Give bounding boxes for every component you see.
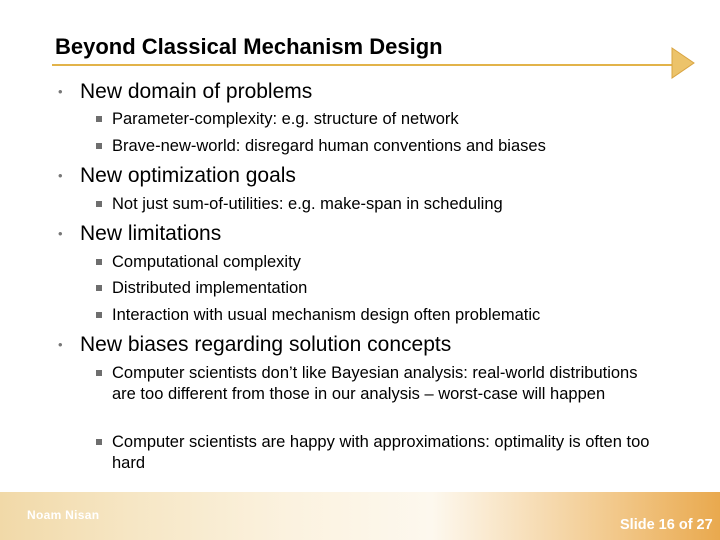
square-bullet-icon [96, 201, 102, 207]
sub-bullet-text: Not just sum-of-utilities: e.g. make-span in scheduling [112, 195, 503, 213]
square-bullet-icon [96, 259, 102, 265]
sub-bullet-text: Brave-new-world: disregard human conventions and biases [112, 137, 546, 155]
title-underline [52, 64, 686, 66]
footer-author: Noam Nisan [27, 508, 100, 522]
footer-band [0, 492, 720, 540]
bullet-text: New optimization goals [80, 164, 296, 187]
bullet-glyph: • [58, 226, 63, 241]
square-bullet-icon [96, 285, 102, 291]
bullet-text: New biases regarding solution concepts [80, 333, 452, 356]
bullet-text: New limitations [80, 222, 222, 245]
bullet-glyph: • [58, 84, 63, 99]
arrow-right-icon [670, 46, 696, 80]
square-bullet-icon [96, 439, 102, 445]
square-bullet-icon [96, 143, 102, 149]
bullet-text: New domain of problems [80, 80, 313, 103]
sub-bullet-text: Interaction with usual mechanism design often problematic [112, 306, 541, 324]
sub-bullet-text: Computer scientists don’t like Bayesian analysis: real-world distributions are too different from those in our analysis – worst-case will happen [112, 364, 638, 403]
square-bullet-icon [96, 116, 102, 122]
square-bullet-icon [96, 370, 102, 376]
bullet-glyph: • [58, 168, 63, 183]
sub-bullet-text: Parameter-complexity: e.g. structure of network [112, 110, 459, 128]
slide-title: Beyond Classical Mechanism Design [55, 34, 443, 59]
sub-bullet-text: Computational complexity [112, 253, 301, 271]
slide-number: Slide 16 of 27 [620, 517, 713, 533]
sub-bullet-text: Distributed implementation [112, 279, 308, 297]
bullet-glyph: • [58, 337, 63, 352]
sub-bullet-text: Computer scientists are happy with approximations: optimality is often too hard [112, 433, 650, 472]
square-bullet-icon [96, 312, 102, 318]
